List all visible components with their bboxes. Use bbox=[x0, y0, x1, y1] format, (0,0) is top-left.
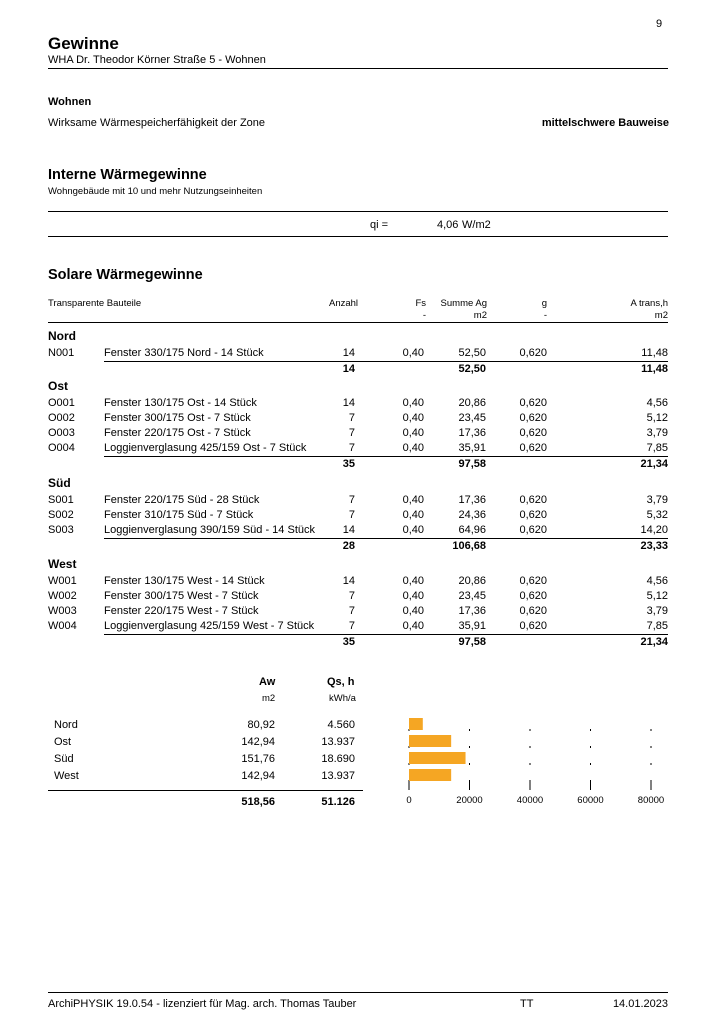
table-row bbox=[0, 575, 724, 590]
row-anzahl: 14 bbox=[342, 347, 355, 359]
summary-qs: 18.690 bbox=[321, 753, 355, 765]
table-row bbox=[0, 605, 724, 620]
row-ag: 24,36 bbox=[458, 509, 486, 521]
bar-ost bbox=[409, 735, 451, 747]
group-heading-ost: Ost bbox=[48, 379, 69, 393]
row-fs: 0,40 bbox=[402, 347, 424, 359]
row-ag: 35,91 bbox=[458, 442, 486, 454]
total-ag: 52,50 bbox=[458, 363, 486, 375]
row-code: W004 bbox=[48, 620, 77, 632]
row-atrans: 7,85 bbox=[646, 620, 668, 632]
row-fs: 0,40 bbox=[402, 494, 424, 506]
row-atrans: 4,56 bbox=[646, 575, 668, 587]
row-description: Fenster 220/175 Süd - 28 Stück bbox=[104, 494, 260, 506]
row-code: O003 bbox=[48, 427, 75, 439]
row-ag: 64,96 bbox=[458, 524, 486, 536]
row-fs: 0,40 bbox=[402, 427, 424, 439]
row-g: 0,620 bbox=[519, 620, 547, 632]
row-fs: 0,40 bbox=[402, 412, 424, 424]
row-ag: 20,86 bbox=[458, 397, 486, 409]
row-g: 0,620 bbox=[519, 494, 547, 506]
col-header-ag: Summe Ag bbox=[440, 298, 487, 309]
summary-qs-unit: kWh/a bbox=[329, 693, 356, 704]
summary-aw: 80,92 bbox=[247, 719, 275, 731]
zone-value: mittelschwere Bauweise bbox=[541, 117, 669, 129]
summary-aw-header: Aw bbox=[259, 676, 276, 688]
solar-heading: Solare Wärmegewinne bbox=[48, 267, 203, 283]
group-heading-nord: Nord bbox=[48, 329, 76, 343]
summary-name: Süd bbox=[54, 753, 74, 765]
row-g: 0,620 bbox=[519, 605, 547, 617]
table-row bbox=[0, 494, 724, 509]
row-code: W001 bbox=[48, 575, 77, 587]
row-g: 0,620 bbox=[519, 347, 547, 359]
row-anzahl: 7 bbox=[348, 427, 355, 439]
row-ag: 17,36 bbox=[458, 427, 486, 439]
header-divider bbox=[48, 68, 668, 69]
row-ag: 35,91 bbox=[458, 620, 486, 632]
row-g: 0,620 bbox=[519, 442, 547, 454]
col-header-atrans-unit: m2 bbox=[654, 310, 668, 321]
table-row bbox=[0, 397, 724, 412]
row-fs: 0,40 bbox=[402, 397, 424, 409]
summary-qs: 13.937 bbox=[321, 736, 355, 748]
col-header-atrans: A trans,h bbox=[630, 298, 668, 309]
summary-qs: 4.560 bbox=[327, 719, 355, 731]
row-ag: 23,45 bbox=[458, 412, 486, 424]
row-code: O002 bbox=[48, 412, 75, 424]
col-header-bauteile: Transparente Bauteile bbox=[48, 298, 142, 309]
row-atrans: 14,20 bbox=[640, 524, 668, 536]
row-g: 0,620 bbox=[519, 509, 547, 521]
row-description: Fenster 220/175 West - 7 Stück bbox=[104, 605, 259, 617]
table-row bbox=[0, 509, 724, 524]
row-atrans: 3,79 bbox=[646, 605, 668, 617]
table-row bbox=[0, 442, 724, 457]
row-anzahl: 14 bbox=[342, 575, 355, 587]
row-fs: 0,40 bbox=[402, 590, 424, 602]
row-fs: 0,40 bbox=[402, 605, 424, 617]
group-total-divider bbox=[104, 538, 668, 539]
total-anzahl: 35 bbox=[342, 636, 355, 648]
row-atrans: 4,56 bbox=[646, 397, 668, 409]
row-fs: 0,40 bbox=[402, 524, 424, 536]
row-anzahl: 14 bbox=[342, 397, 355, 409]
row-anzahl: 7 bbox=[348, 509, 355, 521]
row-description: Fenster 300/175 West - 7 Stück bbox=[104, 590, 259, 602]
row-anzahl: 7 bbox=[348, 412, 355, 424]
page-title: Gewinne bbox=[48, 34, 119, 53]
footer-date: 14.01.2023 bbox=[612, 998, 668, 1010]
row-atrans: 3,79 bbox=[646, 427, 668, 439]
group-heading-west: West bbox=[48, 557, 77, 571]
table-row bbox=[0, 347, 724, 362]
row-g: 0,620 bbox=[519, 397, 547, 409]
total-ag: 97,58 bbox=[458, 636, 486, 648]
row-code: S001 bbox=[48, 494, 74, 506]
page-subtitle: WHA Dr. Theodor Körner Straße 5 - Wohnen bbox=[48, 54, 266, 66]
row-ag: 17,36 bbox=[458, 494, 486, 506]
qi-value: 4,06 bbox=[437, 219, 459, 231]
internal-divider bbox=[48, 211, 668, 212]
row-g: 0,620 bbox=[519, 590, 547, 602]
qi-divider bbox=[48, 236, 668, 237]
row-code: S003 bbox=[48, 524, 74, 536]
row-g: 0,620 bbox=[519, 575, 547, 587]
group-total-row bbox=[0, 540, 724, 555]
row-anzahl: 7 bbox=[348, 590, 355, 602]
row-fs: 0,40 bbox=[402, 509, 424, 521]
qi-unit: W/m2 bbox=[462, 219, 491, 231]
row-ag: 52,50 bbox=[458, 347, 486, 359]
col-header-fs: Fs bbox=[415, 298, 426, 309]
footer-license: ArchiPHYSIK 19.0.54 - lizenziert für Mag. arch. Thomas Tauber bbox=[48, 998, 357, 1010]
row-code: O001 bbox=[48, 397, 75, 409]
row-g: 0,620 bbox=[519, 412, 547, 424]
row-anzahl: 7 bbox=[348, 605, 355, 617]
row-code: W003 bbox=[48, 605, 77, 617]
x-tick-label: 20000 bbox=[456, 795, 483, 806]
footer-initials: TT bbox=[520, 998, 534, 1010]
row-code: O004 bbox=[48, 442, 75, 454]
summary-qs-header: Qs, h bbox=[327, 676, 355, 688]
group-total-divider bbox=[104, 456, 668, 457]
bar-west bbox=[409, 769, 451, 781]
summary-total-qs: 51.126 bbox=[321, 796, 355, 808]
row-g: 0,620 bbox=[519, 427, 547, 439]
row-anzahl: 14 bbox=[342, 524, 355, 536]
group-total-divider bbox=[104, 361, 668, 362]
row-description: Fenster 130/175 West - 14 Stück bbox=[104, 575, 265, 587]
row-g: 0,620 bbox=[519, 524, 547, 536]
summary-name: West bbox=[54, 770, 79, 782]
row-atrans: 5,12 bbox=[646, 412, 668, 424]
row-description: Loggienverglasung 425/159 West - 7 Stück bbox=[104, 620, 315, 632]
col-header-anzahl: Anzahl bbox=[329, 298, 359, 309]
summary-total-aw: 518,56 bbox=[241, 796, 275, 808]
summary-aw: 142,94 bbox=[241, 770, 275, 782]
row-description: Loggienverglasung 425/159 Ost - 7 Stück bbox=[104, 442, 307, 454]
row-atrans: 3,79 bbox=[646, 494, 668, 506]
row-anzahl: 7 bbox=[348, 494, 355, 506]
row-ag: 17,36 bbox=[458, 605, 486, 617]
total-ag: 106,68 bbox=[452, 540, 486, 552]
row-fs: 0,40 bbox=[402, 442, 424, 454]
table-header-divider bbox=[48, 322, 668, 323]
internal-heading: Interne Wärmegewinne bbox=[48, 167, 207, 183]
row-anzahl: 7 bbox=[348, 620, 355, 632]
x-tick-label: 60000 bbox=[577, 795, 604, 806]
summary-name: Ost bbox=[54, 736, 72, 748]
row-code: N001 bbox=[48, 347, 75, 359]
summary-name: Nord bbox=[54, 719, 78, 731]
row-description: Fenster 300/175 Ost - 7 Stück bbox=[104, 412, 251, 424]
row-atrans: 11,48 bbox=[641, 347, 668, 359]
group-total-row bbox=[0, 363, 724, 378]
row-description: Loggienverglasung 390/159 Süd - 14 Stück bbox=[104, 524, 315, 536]
summary-aw: 151,76 bbox=[241, 753, 275, 765]
row-description: Fenster 330/175 Nord - 14 Stück bbox=[104, 347, 264, 359]
row-atrans: 7,85 bbox=[646, 442, 668, 454]
group-total-row bbox=[0, 458, 724, 473]
total-atrans: 21,34 bbox=[640, 636, 668, 648]
row-atrans: 5,12 bbox=[646, 590, 668, 602]
row-description: Fenster 220/175 Ost - 7 Stück bbox=[104, 427, 251, 439]
x-tick-label: 0 bbox=[406, 795, 412, 806]
col-header-fs-unit: - bbox=[422, 310, 426, 321]
bar-süd bbox=[409, 752, 466, 764]
total-anzahl: 14 bbox=[342, 363, 355, 375]
table-row bbox=[0, 620, 724, 635]
group-total-row bbox=[0, 636, 724, 651]
group-total-divider bbox=[104, 634, 668, 635]
col-header-g-unit: - bbox=[543, 310, 547, 321]
row-code: S002 bbox=[48, 509, 74, 521]
row-fs: 0,40 bbox=[402, 620, 424, 632]
total-atrans: 23,33 bbox=[640, 540, 668, 552]
total-anzahl: 35 bbox=[342, 458, 355, 470]
row-ag: 23,45 bbox=[458, 590, 486, 602]
total-atrans: 21,34 bbox=[640, 458, 668, 470]
solar-gains-bar-chart bbox=[396, 712, 676, 812]
table-row bbox=[0, 590, 724, 605]
qi-label: qi = bbox=[370, 219, 389, 231]
table-row bbox=[0, 427, 724, 442]
group-heading-süd: Süd bbox=[48, 476, 71, 490]
col-header-g: g bbox=[541, 298, 547, 309]
summary-aw-unit: m2 bbox=[262, 693, 276, 704]
row-code: W002 bbox=[48, 590, 77, 602]
row-atrans: 5,32 bbox=[646, 509, 668, 521]
x-tick-label: 40000 bbox=[516, 795, 544, 806]
row-anzahl: 7 bbox=[348, 442, 355, 454]
summary-total-divider bbox=[48, 790, 363, 791]
bar-nord bbox=[409, 718, 423, 730]
x-tick-label: 80000 bbox=[637, 795, 665, 806]
summary-aw: 142,94 bbox=[241, 736, 275, 748]
total-ag: 97,58 bbox=[458, 458, 486, 470]
row-description: Fenster 310/175 Süd - 7 Stück bbox=[104, 509, 254, 521]
total-atrans: 11,48 bbox=[641, 363, 668, 375]
row-ag: 20,86 bbox=[458, 575, 486, 587]
page-number: 9 bbox=[656, 18, 663, 30]
row-fs: 0,40 bbox=[402, 575, 424, 587]
summary-qs: 13.937 bbox=[321, 770, 355, 782]
total-anzahl: 28 bbox=[342, 540, 355, 552]
row-description: Fenster 130/175 Ost - 14 Stück bbox=[104, 397, 257, 409]
table-row bbox=[0, 524, 724, 539]
table-row bbox=[0, 412, 724, 427]
col-header-ag-unit: m2 bbox=[473, 310, 487, 321]
zone-heading: Wohnen bbox=[48, 96, 92, 108]
footer-divider bbox=[48, 992, 668, 993]
zone-label: Wirksame Wärmespeicherfähigkeit der Zone bbox=[48, 117, 266, 129]
internal-subtext: Wohngebäude mit 10 und mehr Nutzungseinheiten bbox=[48, 186, 263, 197]
